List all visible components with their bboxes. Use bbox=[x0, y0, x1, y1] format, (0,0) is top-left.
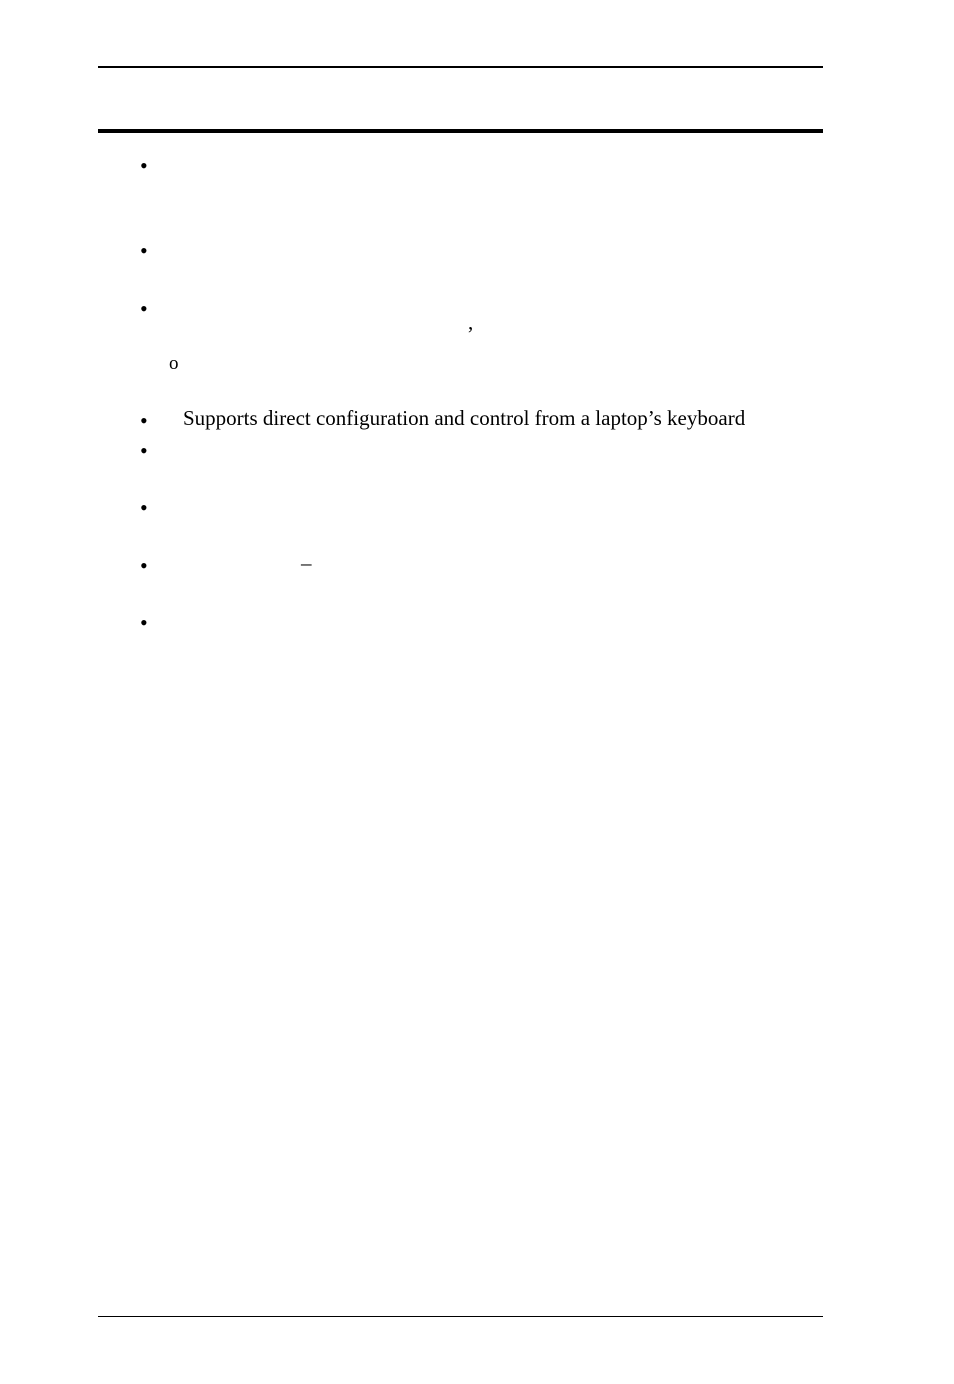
list-sub-bullet-1: o bbox=[169, 353, 179, 374]
list-bullet-7: • bbox=[140, 495, 148, 520]
list-item-3-fragment: , bbox=[468, 310, 474, 334]
header-top-rule bbox=[98, 66, 823, 68]
list-bullet-8: • bbox=[140, 553, 148, 578]
heading-underline-rule bbox=[98, 129, 823, 133]
list-bullet-1: • bbox=[140, 153, 148, 178]
list-bullet-9: • bbox=[140, 610, 148, 635]
list-bullet-6: • bbox=[140, 438, 148, 463]
list-bullet-3: • bbox=[140, 296, 148, 321]
list-item-8-fragment: – bbox=[301, 551, 312, 575]
list-bullet-5: • bbox=[140, 408, 148, 433]
list-bullet-2: • bbox=[140, 238, 148, 263]
list-item-5-text: Supports direct configuration and control from a laptop’s keyboard bbox=[183, 406, 746, 430]
footer-rule bbox=[98, 1316, 823, 1317]
